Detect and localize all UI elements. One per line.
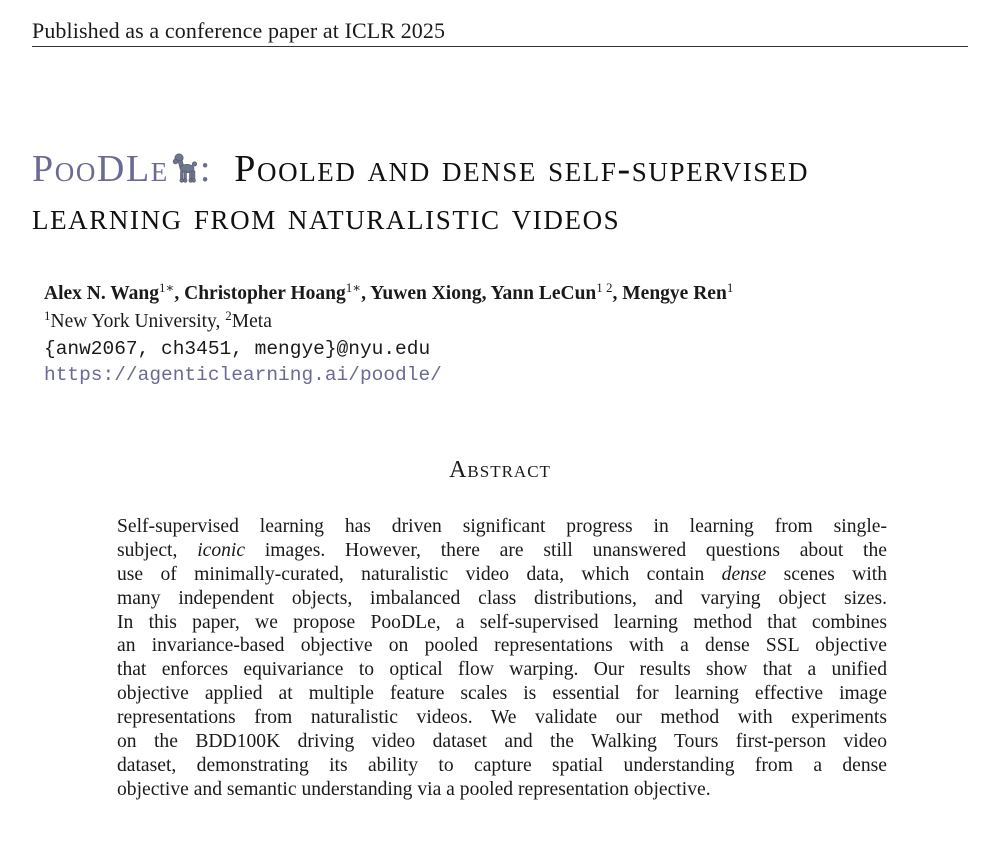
abstract-line: objective applied at multiple feature scales is essential for learning effective image [117,683,887,705]
author [490,280,623,304]
author [44,280,185,304]
author-name: Christopher Hoang [184,283,346,304]
abstract-line: dataset, demonstrating its ability to capture spatial understanding from a dense [117,754,887,776]
author-name: Mengye Ren [622,283,727,304]
abstract-line: Self-supervised learning has driven significant progress in learning from single- [117,516,887,537]
author-affil-mark: 1∗ [345,280,362,295]
poodle-icon [170,147,200,179]
author-list [44,280,734,305]
project-url-link[interactable]: https://agenticlearning.ai/poodle/ [44,364,442,386]
running-header: Published as a conference paper at ICLR 2025 [32,18,446,43]
emphasis: dense [721,563,767,585]
affil-mark-1: 1 [44,308,51,323]
abstract-line: In this paper, we propose PooDLe, a self-supervised learning method that combines [117,611,887,633]
author-emails: {anw2067, ch3451, mengye}@nyu.edu [44,338,431,360]
title-line-1 [32,145,972,193]
author [184,280,371,304]
abstract-body [117,515,887,802]
author-name: Alex N. Wang [44,283,160,304]
abstract-line: use of minimally-curated, naturalistic video data, which contain dense scenes with [117,563,887,585]
emphasis: iconic [197,539,246,561]
header-rule [32,46,968,47]
author [622,280,734,304]
abstract-line: subject, iconic images. However, there are still unanswered questions about the [117,539,887,561]
method-name: PooDLe [32,148,169,190]
title-separator: : [199,148,213,190]
affil-nyu: New York University, [50,311,226,332]
title-line-2: learning from naturalistic videos [32,196,621,238]
abstract-line: objective and semantic understanding via a pooled representation objective. [117,778,711,800]
abstract-line: representations from naturalistic videos. We validate our method with experiments [117,707,887,729]
author-sep: , [361,283,371,304]
author-affil-mark: 1∗ [159,280,175,295]
title-text-1: Pooled and dense self-supervised [234,148,810,190]
paper-title [32,145,972,241]
author-name: Yuwen Xiong [370,283,482,304]
author-sep: , [612,283,623,304]
author-sep: , [174,283,185,304]
author-affil-mark: 1 [726,280,734,295]
affil-meta: Meta [231,311,272,332]
affiliations [44,308,272,333]
author-sep: , [481,283,491,304]
affil-mark-2: 2 [225,308,232,323]
author-name: Yann LeCun [490,283,597,304]
author [370,283,490,304]
abstract-line: many independent objects, imbalanced class distributions, and varying object sizes. [117,587,887,609]
abstract-line: an invariance-based objective on pooled representations with a dense SSL objective [117,635,887,657]
abstract-line: that enforces equivariance to optical flow warping. Our results show that a unified [117,659,887,681]
abstract-line: on the BDD100K driving video dataset and the Walking Tours first-person video [117,731,887,753]
author-affil-mark: 1 2 [596,280,613,295]
abstract-heading: Abstract [449,457,551,483]
